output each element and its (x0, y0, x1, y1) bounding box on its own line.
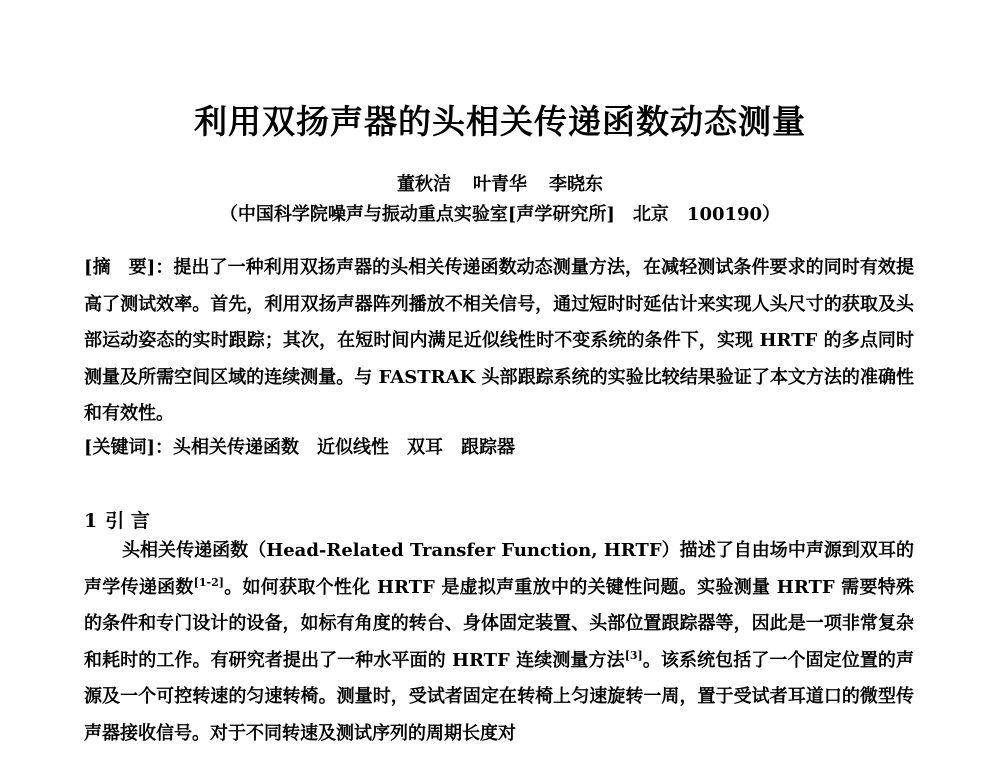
body-text (84, 533, 914, 752)
citation: [3] (624, 648, 643, 662)
keywords-label: [关键词]： (84, 437, 174, 458)
author-list (0, 170, 1000, 196)
abstract-label: [摘 要]： (84, 257, 174, 278)
author-name: 叶青华 (473, 174, 527, 195)
abstract-text: 提出了一种利用双扬声器的头相关传递函数动态测量方法，在减轻测试条件要求的同时有效提高了测试效率。首先，利用双扬声器阵列播放不相关信号，通过短时时延估计来实现人头尺寸的获取及头部运动姿态的实时跟踪；其次，在短时间内满足近似线性时不变系统的条件下，实现 HRTF 的多点同时测量及所需空间区域的连续测量。与 FASTRAK 头部跟踪系统的实验比较结果验证了本文方法的准确性和有效性。 (84, 257, 914, 424)
body-paragraph: 头相关传递函数（Head-Related Transfer Function, HRTF）描述了自由场中声源到双耳的声学传递函数 (84, 540, 914, 598)
citation: [1-2] (193, 575, 224, 589)
affiliation: （中国科学院噪声与振动重点实验室[声学研究所] 北京 100190） (219, 204, 781, 225)
author-name: 董秋洁 (397, 174, 451, 195)
keyword: 跟踪器 (461, 437, 516, 458)
author-name: 李晓东 (549, 174, 603, 195)
abstract (84, 250, 914, 433)
section-number: 1 (84, 510, 98, 532)
body-paragraph: 。如何获取个性化 HRTF 是虚拟声重放中的关键性问题。实验测量 HRTF 需要特殊的条件和专门设计的设备，如标有角度的转台、身体固定装置、头部位置跟踪器等，因此是一项非常复杂和耗时的工作。有研究者提出了一种水平面的 HRTF 连续测量方法 (84, 576, 914, 671)
keyword: 头相关传递函数 (173, 437, 300, 458)
section-title: 引 言 (105, 510, 150, 532)
body-paragraph: 。该系统包括了一个固定位置的声源及一个可控转速的匀速转椅。测量时，受试者固定在转椅上匀速旋转一周，置于受试者耳道口的微型传声器接收信号。对于不同转速及测试序列的周期长度对 (84, 649, 915, 744)
keywords (84, 433, 914, 459)
section-heading (84, 506, 150, 533)
keyword: 近似线性 (317, 437, 390, 458)
paper-title: 利用双扬声器的头相关传递函数动态测量 (194, 102, 806, 141)
keyword: 双耳 (407, 437, 444, 458)
